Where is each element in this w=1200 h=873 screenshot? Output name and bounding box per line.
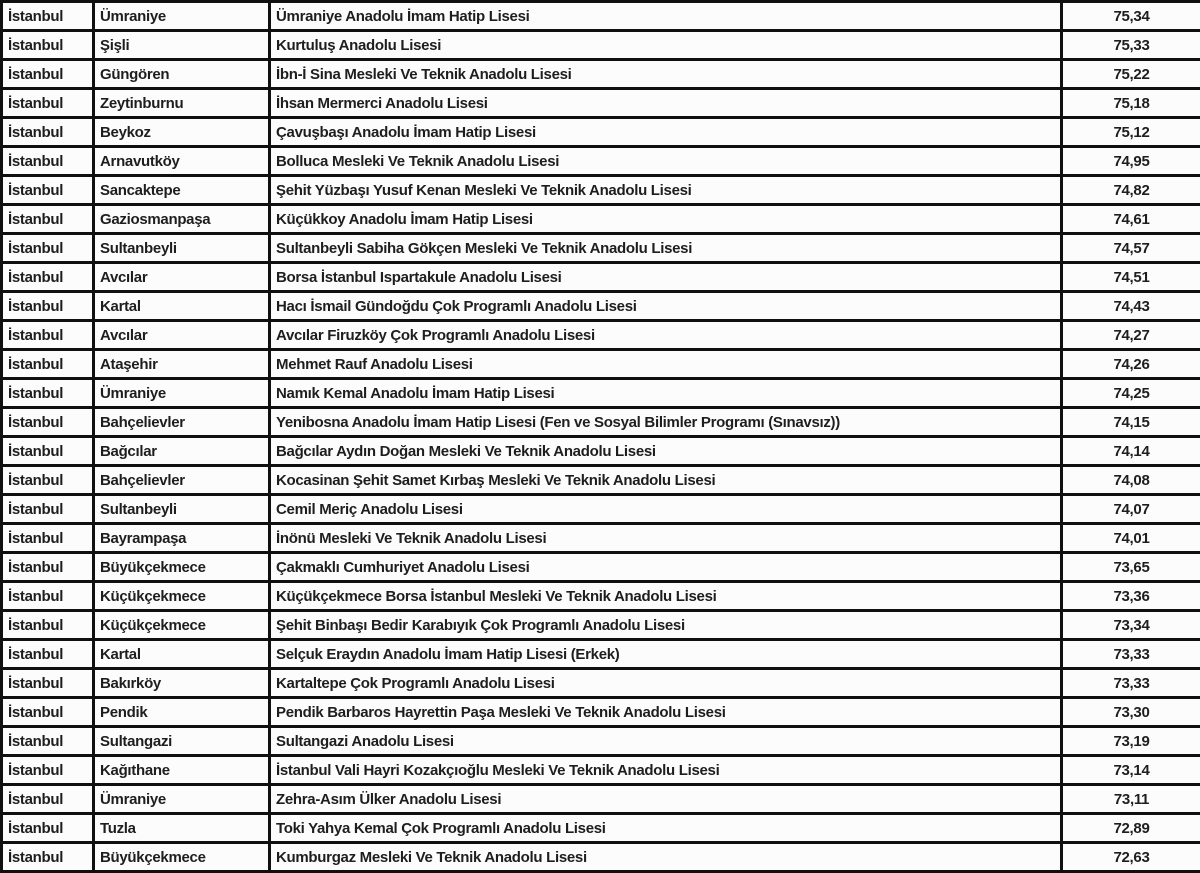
table-row	[2, 118, 1200, 147]
district-cell: Avcılar	[94, 263, 270, 292]
score-cell: 74,14	[1062, 437, 1200, 466]
score-cell: 74,82	[1062, 176, 1200, 205]
school-cell: Ümraniye Anadolu İmam Hatip Lisesi	[270, 2, 1062, 31]
district-cell: Küçükçekmece	[94, 611, 270, 640]
city-cell: İstanbul	[2, 843, 94, 872]
district-cell: Şişli	[94, 31, 270, 60]
table-row	[2, 553, 1200, 582]
district-cell: Büyükçekmece	[94, 553, 270, 582]
table-row	[2, 2, 1200, 31]
table-row	[2, 524, 1200, 553]
school-cell: Çavuşbaşı Anadolu İmam Hatip Lisesi	[270, 118, 1062, 147]
city-cell: İstanbul	[2, 292, 94, 321]
district-cell: Sultangazi	[94, 727, 270, 756]
table-row	[2, 640, 1200, 669]
table-row	[2, 321, 1200, 350]
score-cell: 74,57	[1062, 234, 1200, 263]
school-cell: İnönü Mesleki Ve Teknik Anadolu Lisesi	[270, 524, 1062, 553]
table-row	[2, 89, 1200, 118]
city-cell: İstanbul	[2, 727, 94, 756]
district-cell: Bahçelievler	[94, 408, 270, 437]
city-cell: İstanbul	[2, 466, 94, 495]
table-row	[2, 60, 1200, 89]
district-cell: Sancaktepe	[94, 176, 270, 205]
score-cell: 74,25	[1062, 379, 1200, 408]
school-cell: Namık Kemal Anadolu İmam Hatip Lisesi	[270, 379, 1062, 408]
city-cell: İstanbul	[2, 524, 94, 553]
score-cell: 72,63	[1062, 843, 1200, 872]
score-cell: 75,33	[1062, 31, 1200, 60]
score-cell: 74,07	[1062, 495, 1200, 524]
city-cell: İstanbul	[2, 756, 94, 785]
table-row	[2, 698, 1200, 727]
city-cell: İstanbul	[2, 205, 94, 234]
table-row	[2, 234, 1200, 263]
district-cell: Gaziosmanpaşa	[94, 205, 270, 234]
city-cell: İstanbul	[2, 379, 94, 408]
city-cell: İstanbul	[2, 60, 94, 89]
district-cell: Küçükçekmece	[94, 582, 270, 611]
score-cell: 73,65	[1062, 553, 1200, 582]
city-cell: İstanbul	[2, 611, 94, 640]
table-row	[2, 292, 1200, 321]
score-cell: 74,51	[1062, 263, 1200, 292]
table-row	[2, 379, 1200, 408]
school-cell: Avcılar Firuzköy Çok Programlı Anadolu Lisesi	[270, 321, 1062, 350]
score-cell: 74,26	[1062, 350, 1200, 379]
district-cell: Sultanbeyli	[94, 234, 270, 263]
city-cell: İstanbul	[2, 698, 94, 727]
district-cell: Arnavutköy	[94, 147, 270, 176]
table-row	[2, 843, 1200, 872]
school-cell: İbn-İ Sina Mesleki Ve Teknik Anadolu Lisesi	[270, 60, 1062, 89]
city-cell: İstanbul	[2, 437, 94, 466]
city-cell: İstanbul	[2, 89, 94, 118]
school-cell: Zehra-Asım Ülker Anadolu Lisesi	[270, 785, 1062, 814]
table-row	[2, 785, 1200, 814]
table-row	[2, 727, 1200, 756]
school-cell: Yenibosna Anadolu İmam Hatip Lisesi (Fen ve Sosyal Bilimler Programı (Sınavsız))	[270, 408, 1062, 437]
district-cell: Pendik	[94, 698, 270, 727]
district-cell: Ataşehir	[94, 350, 270, 379]
school-cell: Kartaltepe Çok Programlı Anadolu Lisesi	[270, 669, 1062, 698]
district-cell: Kağıthane	[94, 756, 270, 785]
city-cell: İstanbul	[2, 814, 94, 843]
score-cell: 75,18	[1062, 89, 1200, 118]
city-cell: İstanbul	[2, 582, 94, 611]
district-cell: Sultanbeyli	[94, 495, 270, 524]
district-cell: Tuzla	[94, 814, 270, 843]
score-cell: 74,15	[1062, 408, 1200, 437]
district-cell: Bayrampaşa	[94, 524, 270, 553]
table-row	[2, 495, 1200, 524]
school-cell: Kocasinan Şehit Samet Kırbaş Mesleki Ve Teknik Anadolu Lisesi	[270, 466, 1062, 495]
school-cell: Bolluca Mesleki Ve Teknik Anadolu Lisesi	[270, 147, 1062, 176]
score-cell: 73,36	[1062, 582, 1200, 611]
city-cell: İstanbul	[2, 147, 94, 176]
city-cell: İstanbul	[2, 31, 94, 60]
score-cell: 72,89	[1062, 814, 1200, 843]
score-cell: 74,27	[1062, 321, 1200, 350]
school-cell: Borsa İstanbul Ispartakule Anadolu Lisesi	[270, 263, 1062, 292]
city-cell: İstanbul	[2, 669, 94, 698]
city-cell: İstanbul	[2, 263, 94, 292]
table-row	[2, 205, 1200, 234]
score-cell: 74,61	[1062, 205, 1200, 234]
district-cell: Kartal	[94, 292, 270, 321]
school-cell: Şehit Yüzbaşı Yusuf Kenan Mesleki Ve Teknik Anadolu Lisesi	[270, 176, 1062, 205]
table-row	[2, 350, 1200, 379]
school-cell: Pendik Barbaros Hayrettin Paşa Mesleki Ve Teknik Anadolu Lisesi	[270, 698, 1062, 727]
table-row	[2, 756, 1200, 785]
district-cell: Bakırköy	[94, 669, 270, 698]
city-cell: İstanbul	[2, 553, 94, 582]
school-cell: Bağcılar Aydın Doğan Mesleki Ve Teknik Anadolu Lisesi	[270, 437, 1062, 466]
table-row	[2, 582, 1200, 611]
score-cell: 74,43	[1062, 292, 1200, 321]
table-row	[2, 31, 1200, 60]
score-cell: 74,01	[1062, 524, 1200, 553]
school-cell: İstanbul Vali Hayri Kozakçıoğlu Mesleki Ve Teknik Anadolu Lisesi	[270, 756, 1062, 785]
table-row	[2, 466, 1200, 495]
school-cell: Hacı İsmail Gündoğdu Çok Programlı Anadolu Lisesi	[270, 292, 1062, 321]
city-cell: İstanbul	[2, 118, 94, 147]
table-row	[2, 611, 1200, 640]
district-cell: Büyükçekmece	[94, 843, 270, 872]
district-cell: Ümraniye	[94, 2, 270, 31]
city-cell: İstanbul	[2, 350, 94, 379]
score-cell: 75,12	[1062, 118, 1200, 147]
table-body	[2, 2, 1200, 872]
district-cell: Bahçelievler	[94, 466, 270, 495]
district-cell: Ümraniye	[94, 785, 270, 814]
school-cell: Kumburgaz Mesleki Ve Teknik Anadolu Lisesi	[270, 843, 1062, 872]
score-cell: 74,95	[1062, 147, 1200, 176]
city-cell: İstanbul	[2, 408, 94, 437]
score-cell: 73,19	[1062, 727, 1200, 756]
city-cell: İstanbul	[2, 640, 94, 669]
city-cell: İstanbul	[2, 321, 94, 350]
table-row	[2, 814, 1200, 843]
district-cell: Bağcılar	[94, 437, 270, 466]
district-cell: Avcılar	[94, 321, 270, 350]
school-cell: Sultanbeyli Sabiha Gökçen Mesleki Ve Teknik Anadolu Lisesi	[270, 234, 1062, 263]
city-cell: İstanbul	[2, 2, 94, 31]
district-cell: Beykoz	[94, 118, 270, 147]
table-row	[2, 176, 1200, 205]
score-cell: 73,33	[1062, 640, 1200, 669]
score-cell: 73,34	[1062, 611, 1200, 640]
school-cell: Küçükçekmece Borsa İstanbul Mesleki Ve Teknik Anadolu Lisesi	[270, 582, 1062, 611]
school-cell: Şehit Binbaşı Bedir Karabıyık Çok Programlı Anadolu Lisesi	[270, 611, 1062, 640]
school-cell: Selçuk Eraydın Anadolu İmam Hatip Lisesi (Erkek)	[270, 640, 1062, 669]
school-cell: Mehmet Rauf Anadolu Lisesi	[270, 350, 1062, 379]
table-row	[2, 408, 1200, 437]
school-cell: İhsan Mermerci Anadolu Lisesi	[270, 89, 1062, 118]
school-cell: Toki Yahya Kemal Çok Programlı Anadolu Lisesi	[270, 814, 1062, 843]
school-cell: Küçükkoy Anadolu İmam Hatip Lisesi	[270, 205, 1062, 234]
score-cell: 75,34	[1062, 2, 1200, 31]
table-row	[2, 437, 1200, 466]
school-cell: Cemil Meriç Anadolu Lisesi	[270, 495, 1062, 524]
city-cell: İstanbul	[2, 176, 94, 205]
city-cell: İstanbul	[2, 785, 94, 814]
score-cell: 73,30	[1062, 698, 1200, 727]
district-cell: Ümraniye	[94, 379, 270, 408]
score-cell: 74,08	[1062, 466, 1200, 495]
score-cell: 73,11	[1062, 785, 1200, 814]
school-cell: Kurtuluş Anadolu Lisesi	[270, 31, 1062, 60]
city-cell: İstanbul	[2, 495, 94, 524]
score-cell: 75,22	[1062, 60, 1200, 89]
score-cell: 73,14	[1062, 756, 1200, 785]
school-cell: Çakmaklı Cumhuriyet Anadolu Lisesi	[270, 553, 1062, 582]
district-cell: Zeytinburnu	[94, 89, 270, 118]
table-row	[2, 263, 1200, 292]
district-cell: Güngören	[94, 60, 270, 89]
district-cell: Kartal	[94, 640, 270, 669]
score-cell: 73,33	[1062, 669, 1200, 698]
table-row	[2, 147, 1200, 176]
school-cell: Sultangazi Anadolu Lisesi	[270, 727, 1062, 756]
city-cell: İstanbul	[2, 234, 94, 263]
table-row	[2, 669, 1200, 698]
